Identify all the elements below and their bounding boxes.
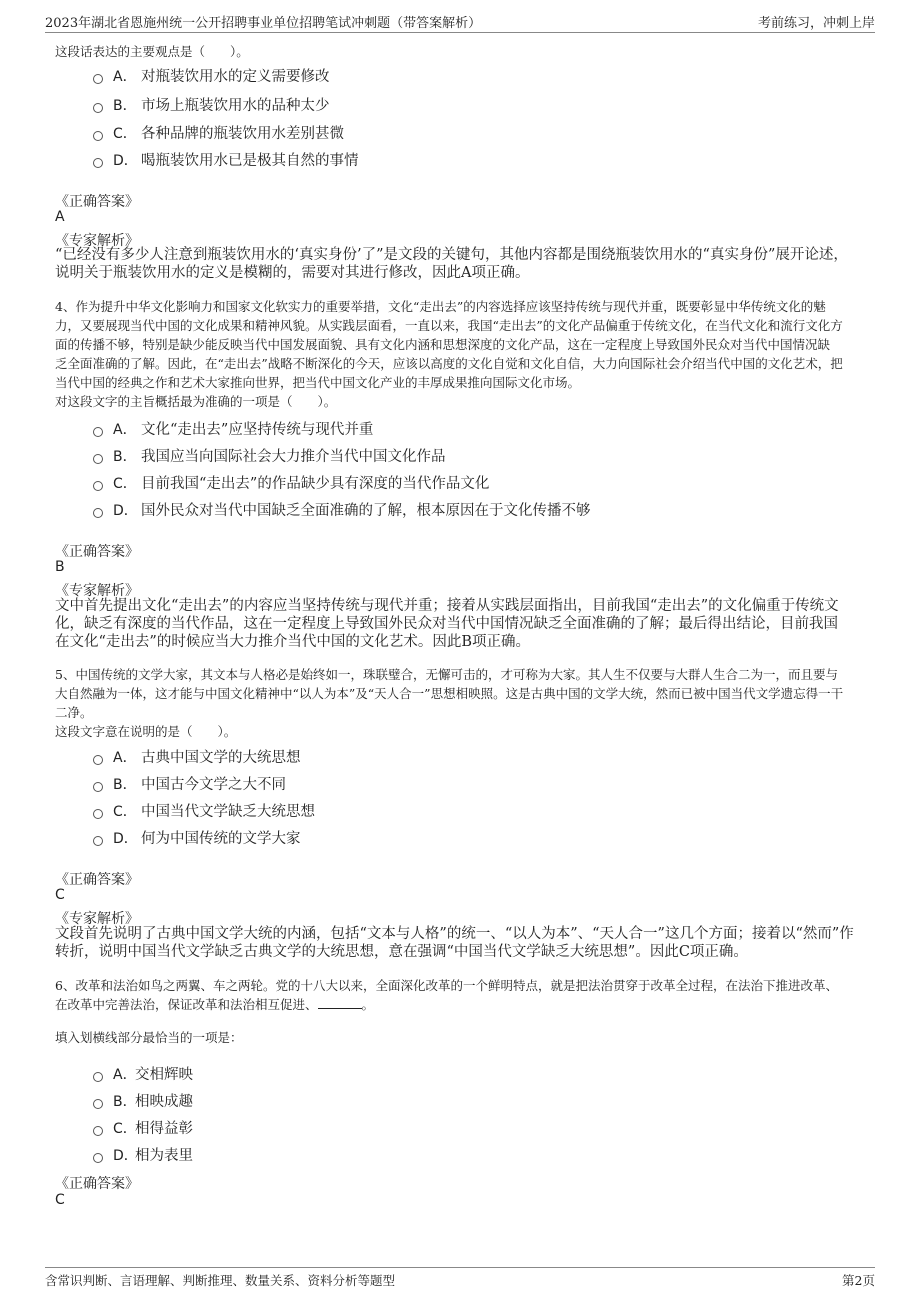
q5-question: 这段文字意在说明的是（ ）。 (55, 724, 237, 739)
q4-stem-line-5: 当代中国的经典之作和艺术大家推向世界，把当代中国文化产业的丰厚成果推向国际文化市场。 (55, 375, 581, 390)
q4-stem-line-3: 面的传播不够，特别是缺少能反映当代中国发展面貌、具有文化内涵和思想深度的文化产品，这在一定程度上导致国外民众对当代中国情况缺 (55, 337, 831, 352)
q4-stem-line-2: 力，又要展现当代中国的文化成果和精神风貌。从实践层面看，一直以来，我国“走出去”的文化产品偏重于传统文化，在当代文化和流行文化方 (55, 318, 843, 333)
q4-option-c[interactable]: C． 目前我国“走出去”的作品缺少具有深度的当代作品文化 (93, 472, 489, 493)
q4-analysis-line-1: 文中首先提出文化“走出去”的内容应当坚持传统与现代并重；接着从实践层面指出，目前我国“走出去”的文化偏重于传统文 (55, 598, 839, 614)
q6-answer-label: 《正确答案》 (55, 1176, 139, 1192)
radio-icon[interactable] (93, 1099, 103, 1109)
q4-analysis-label: 《专家解析》 (55, 583, 139, 599)
q5-option-d[interactable]: D． 何为中国传统的文学大家 (93, 827, 301, 848)
q4-analysis-line-3: 在文化“走出去”的时候应当大力推介当代中国的文化艺术。因此B项正确。 (55, 634, 530, 650)
q6-stem-line-1: 6、改革和法治如鸟之两翼、车之两轮。党的十八大以来，全面深化改革的一个鲜明特点，就是把法治贯穿于改革全过程，在法治下推进改革、 (55, 978, 838, 993)
page-number: 第2页 (842, 1273, 875, 1288)
radio-icon[interactable] (93, 836, 103, 846)
document-title: 2023年湖北省恩施州统一公开招聘事业单位招聘笔试冲刺题（带答案解析） (45, 16, 482, 31)
radio-icon[interactable] (93, 782, 103, 792)
footer-rule (45, 1267, 875, 1268)
radio-icon[interactable] (93, 1126, 103, 1136)
q3-option-a[interactable]: A． 对瓶装饮用水的定义需要修改 (93, 65, 330, 86)
q3-option-b[interactable]: B． 市场上瓶装饮用水的品种太少 (93, 94, 330, 115)
q6-option-d[interactable]: D． 相为表里 (93, 1144, 193, 1165)
q5-answer-label: 《正确答案》 (55, 872, 139, 888)
q3-answer-label: 《正确答案》 (55, 194, 139, 210)
q6-stem-line-2: 在改革中完善法治，保证改革和法治相互促进、 。 (55, 997, 375, 1012)
q4-option-b[interactable]: B． 我国应当向国际社会大力推介当代中国文化作品 (93, 445, 446, 466)
q3-option-d[interactable]: D． 喝瓶装饮用水已是极其自然的事情 (93, 149, 359, 170)
radio-icon[interactable] (93, 427, 103, 437)
q3-stem: 这段话表达的主要观点是（ ）。 (55, 44, 249, 59)
q6-option-c[interactable]: C． 相得益彰 (93, 1117, 193, 1138)
q3-analysis-line-2: 说明关于瓶装饮用水的定义是模糊的，需要对其进行修改，因此A项正确。 (55, 265, 530, 281)
radio-icon[interactable] (93, 809, 103, 819)
radio-icon[interactable] (93, 1153, 103, 1163)
radio-icon[interactable] (93, 454, 103, 464)
q5-stem-line-3: 二净。 (55, 705, 93, 720)
radio-icon[interactable] (93, 131, 103, 141)
q5-option-b[interactable]: B． 中国古今文学之大不同 (93, 773, 286, 794)
fill-in-blank (318, 996, 362, 1009)
radio-icon[interactable] (93, 481, 103, 491)
q3-analysis-line-1: “已经没有多少人注意到瓶装饮用水的‘真实身份’了”是文段的关键句，其他内容都是围绕瓶装饮用水的“真实身份”展开论述， (55, 247, 848, 263)
q4-analysis-line-2: 化，缺乏有深度的当代作品，这在一定程度上导致国外民众对当代中国情况缺乏全面准确的了解；最后得出结论，目前我国 (55, 616, 838, 632)
q5-option-c[interactable]: C． 中国当代文学缺乏大统思想 (93, 800, 315, 821)
q4-stem-line-1: 4、作为提升中华文化影响力和国家文化软实力的重要举措，文化“走出去”的内容选择应该坚持传统与现代并重，既要彰显中华传统文化的魅 (55, 299, 826, 314)
q3-answer: A (55, 209, 65, 225)
radio-icon[interactable] (93, 1072, 103, 1082)
q5-analysis-label: 《专家解析》 (55, 911, 139, 927)
q6-answer: C (55, 1192, 65, 1208)
header-tagline: 考前练习，冲刺上岸 (757, 16, 875, 31)
q3-option-c[interactable]: C． 各种品牌的瓶装饮用水差别甚微 (93, 122, 344, 143)
q5-option-a[interactable]: A． 古典中国文学的大统思想 (93, 746, 301, 767)
header-rule (45, 32, 875, 33)
q4-stem-line-4: 乏全面准确的了解。因此，在“走出去”战略不断深化的今天，应该以高度的文化自觉和文化自信，大力向国际社会介绍当代中国的文化艺术，把 (55, 356, 843, 371)
q4-option-d[interactable]: D． 国外民众对当代中国缺乏全面准确的了解，根本原因在于文化传播不够 (93, 499, 591, 520)
q4-answer: B (55, 559, 65, 575)
q4-answer-label: 《正确答案》 (55, 544, 139, 560)
q5-stem-line-2: 大自然融为一体，这才能与中国文化精神中“以人为本”及“天人合一”思想相映照。这是古典中国的文学大统，然而已被中国当代文学遗忘得一干 (55, 686, 844, 701)
q6-option-b[interactable]: B． 相映成趣 (93, 1090, 193, 1111)
q5-answer: C (55, 887, 65, 903)
radio-icon[interactable] (93, 508, 103, 518)
q6-prompt: 填入划横线部分最恰当的一项是： (55, 1030, 243, 1045)
q3-analysis-label: 《专家解析》 (55, 233, 139, 249)
radio-icon[interactable] (93, 74, 103, 84)
footer-note: 含常识判断、言语理解、判断推理、数量关系、资料分析等题型 (45, 1273, 396, 1288)
q5-analysis-line-1: 文段首先说明了古典中国文学大统的内涵，包括“文本与人格”的统一、“以人为本”、“天人合一”这几个方面；接着以“然而”作 (55, 926, 854, 942)
q5-analysis-line-2: 转折，说明中国当代文学缺乏古典文学的大统思想，意在强调“中国当代文学缺乏大统思想”。因此C项正确。 (55, 944, 748, 960)
q4-question: 对这段文字的主旨概括最为准确的一项是（ ）。 (55, 394, 337, 409)
q5-stem-line-1: 5、中国传统的文学大家，其文本与人格必是始终如一，珠联璧合，无懈可击的，才可称为大家。其人生不仅要与大群人生合二为一，而且要与 (55, 667, 838, 682)
radio-icon[interactable] (93, 158, 103, 168)
radio-icon[interactable] (93, 755, 103, 765)
radio-icon[interactable] (93, 103, 103, 113)
q6-option-a[interactable]: A． 交相辉映 (93, 1063, 193, 1084)
q4-option-a[interactable]: A． 文化“走出去”应坚持传统与现代并重 (93, 418, 373, 439)
